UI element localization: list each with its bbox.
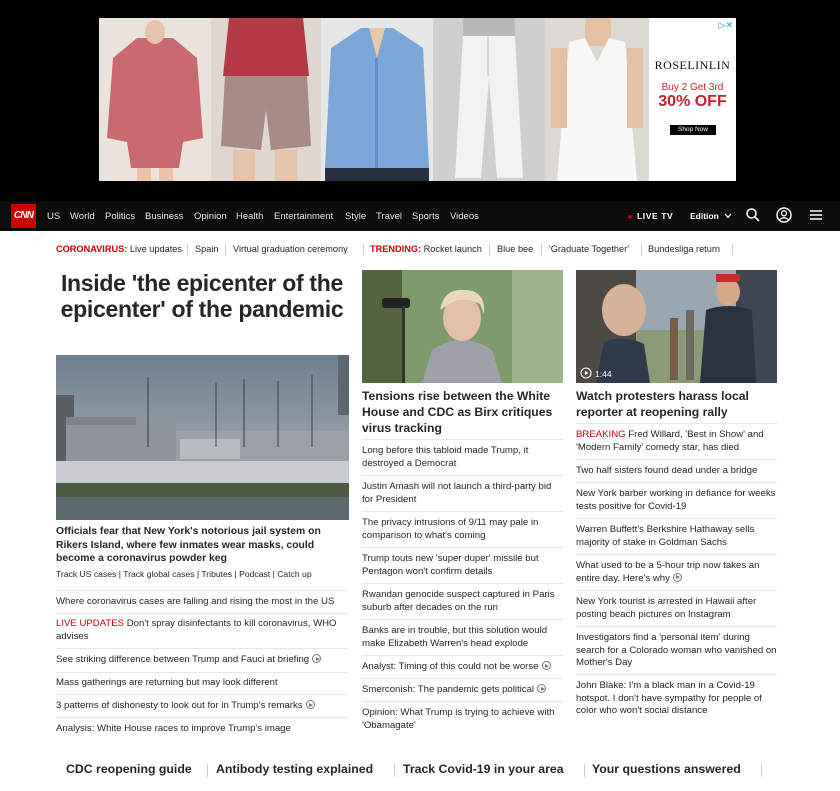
ad-banner[interactable] [99,18,736,181]
trending-separator [187,244,188,255]
row-separator [576,590,777,591]
birx-photo-art [362,270,563,383]
row-separator [362,475,563,476]
search-icon[interactable] [745,207,761,223]
live-tv-link[interactable] [628,211,673,221]
list-item[interactable] [576,680,777,718]
ad-offer-panel[interactable] [649,18,736,181]
ad-offer-text: Buy 2 Get 3rd [661,82,724,93]
row-separator [576,423,777,424]
bottom-separator [207,764,208,777]
list-item-text: See striking difference between Trump and Fauci at briefing [56,654,310,665]
row-separator [362,547,563,548]
list-item[interactable] [56,723,348,736]
row-separator [362,583,563,584]
list-item-text: Two half sisters found dead under a bridge [576,465,758,476]
row-separator [576,518,777,519]
ad-shop-now-button[interactable]: Shop Now [670,125,716,135]
ad-photo-blue-shirt[interactable] [321,18,433,181]
list-item[interactable] [576,524,777,549]
row-separator [56,672,348,673]
row-separator [362,678,563,679]
ad-photo-white-pants-art [433,18,545,181]
edition-selector[interactable] [690,211,732,221]
play-icon [542,661,551,670]
trending-spain[interactable]: Spain [195,244,219,254]
list-item[interactable] [576,429,777,454]
list-item-text: New York barber working in defiance for weeks tests positive for Covid-19 [576,488,776,512]
video-duration: 1:44 [595,369,612,379]
birx-photo[interactable] [362,270,563,383]
row-separator [362,655,563,656]
trending-blue-bee[interactable]: Blue bee [497,244,534,254]
trending-label: TRENDING: [370,244,422,254]
trending-bundesliga[interactable]: Bundesliga return [648,244,721,254]
coronavirus-label: CORONAVIRUS: [56,244,128,254]
chevron-down-icon [724,213,732,219]
list-item-text: Don't spray disinfectants to kill coronavirus, WHO advises [56,618,337,642]
list-item[interactable] [56,700,348,713]
list-item[interactable] [576,560,777,585]
coronavirus-first-link: Live updates [129,244,182,254]
ad-photo-blue-shirt-art [321,18,433,181]
list-item-text: Smerconish: The pandemic gets political [362,684,535,695]
list-item[interactable] [56,596,348,609]
menu-icon[interactable] [808,207,824,223]
list-item-text: Justin Amash will not launch a third-party bid for President [362,481,552,505]
row-separator [576,626,777,627]
lead-photo-art [56,355,349,520]
row-separator [362,439,563,440]
list-item-text: Warren Buffett's Berkshire Hathaway sells majority of stake in Goldman Sachs [576,524,755,548]
ad-choices-icon[interactable]: ▷✕ [718,20,733,30]
live-tv-label: LIVE TV [637,211,674,221]
ad-photo-white-tank[interactable] [545,18,649,181]
row-separator [576,459,777,460]
trending-separator [641,244,642,255]
list-item[interactable] [56,618,348,643]
breaking-label: BREAKING [576,429,626,440]
list-item-text: Analysis: White House races to improve Trump's image [56,723,291,734]
list-item-text: Banks are in trouble, but this solution would make Elizabeth Warren's head explode [362,625,548,649]
bottom-separator [584,764,585,777]
ad-discount: 30% OFF [658,93,727,110]
nav-item-politics[interactable]: Politics [105,211,136,222]
play-icon [306,700,315,709]
nav-item-world[interactable]: World [70,211,95,222]
list-item-text: Mass gatherings are returning but may look different [56,677,278,688]
list-item-text: The privacy intrusions of 9/11 may pale in comparison to what's coming [362,517,539,541]
list-item-text: Investigators find a 'personal item' during search for a Colorado woman who vanished on Mother's Day [576,632,777,668]
row-separator [576,482,777,483]
ad-photo-shorts[interactable] [211,18,321,181]
ad-photo-shorts-art [211,18,321,181]
nav-item-health[interactable]: Health [236,211,264,222]
trending-graduate-together[interactable]: 'Graduate Together' [549,244,629,254]
link-podcast[interactable]: Podcast [239,569,271,579]
lead-quick-links: Track US cases | Track global cases | Tributes | Podcast | Catch up [56,569,312,579]
nav-item-videos[interactable]: Videos [450,211,479,222]
row-separator [362,511,563,512]
trending-separator [541,244,542,255]
edition-label: Edition [690,211,719,221]
row-separator [56,648,348,649]
list-item[interactable] [362,445,557,470]
bottom-link-track-covid[interactable]: Track Covid-19 in your area [403,762,564,776]
account-icon[interactable] [776,207,792,223]
link-track-us-cases[interactable]: Track US cases [56,569,117,579]
list-item-text: 3 patterns of dishonesty to look out for in Trump's remarks [56,700,303,711]
list-item[interactable] [576,596,777,621]
row-separator [362,619,563,620]
lead-photo[interactable] [56,355,349,520]
trending-coronavirus-live-updates[interactable] [56,244,182,254]
trending-separator [363,244,364,255]
trending-separator [489,244,490,255]
list-item-text: What used to be a 5-hour trip now takes an entire day. Here's why [576,560,760,584]
col3-headline[interactable]: Watch protesters harass local reporter at reopening rally [576,389,749,419]
row-separator [56,613,348,614]
list-item[interactable] [576,488,777,513]
bottom-link-your-questions[interactable]: Your questions answered [592,762,741,776]
list-item-text: John Blake: I'm a black man in a Covid-19 hotspot. I don't have sympathy for people of color who won't social distance [576,680,762,716]
trending-rocket-launch[interactable] [370,244,482,254]
nav-item-opinion[interactable]: Opinion [194,211,227,222]
row-separator [576,674,777,675]
ad-photo-white-tank-art [545,18,649,181]
nav-item-sports[interactable]: Sports [412,211,440,222]
row-separator [576,554,777,555]
list-item-text: Analyst: Timing of this could not be worse [362,661,539,672]
list-item-text: Where coronavirus cases are falling and rising the most in the US [56,596,335,607]
list-item[interactable] [362,684,563,697]
live-dot-icon [628,215,632,219]
cnn-logo[interactable]: CNN [11,204,36,228]
play-icon [580,367,592,379]
list-item[interactable] [362,481,563,506]
list-item[interactable] [576,465,777,478]
nav-item-travel[interactable]: Travel [376,211,403,222]
list-item-text: Rwandan genocide suspect captured in Paris suburb after decades on the run [362,589,555,613]
play-icon [312,654,321,663]
list-item[interactable] [362,589,563,614]
trending-separator [225,244,226,255]
trending-separator [732,244,733,255]
row-separator [56,590,348,591]
bottom-separator [394,764,395,777]
list-item[interactable] [362,707,563,732]
nav-item-entertainment[interactable]: Entertainment [274,211,334,222]
list-item[interactable] [56,677,348,690]
trending-virtual-graduation[interactable]: Virtual graduation ceremony [233,244,348,254]
bottom-link-cdc-guide[interactable]: CDC reopening guide [66,762,192,776]
bottom-link-antibody-testing[interactable]: Antibody testing explained [216,762,374,776]
list-item-text: Opinion: What Trump is trying to achieve with 'Obamagate' [362,707,555,731]
list-item-text: New York tourist is arrested in Hawaii after posting beach pictures on Instagram [576,596,757,620]
list-item[interactable] [362,625,563,650]
nav-item-style[interactable]: Style [345,211,367,222]
ad-photo-pink-top-art [99,18,211,181]
ad-photo-pink-top[interactable] [99,18,211,181]
ad-photo-white-pants[interactable] [433,18,545,181]
list-item[interactable] [56,654,348,667]
list-item-text: Trump touts new 'super duper' missile but Pentagon won't confirm details [362,553,539,577]
row-separator [56,717,348,718]
nav-item-business[interactable]: Business [145,211,184,222]
ad-brand: ROSELINLIN [654,58,731,72]
row-separator [362,701,563,702]
list-item[interactable] [362,553,563,578]
list-item-text: Fred Willard, 'Best in Show' and 'Modern Family' comedy star, has died [576,429,764,453]
nav-item-us[interactable]: US [47,211,61,222]
col2-headline[interactable]: Tensions rise between the White House and CDC as Birx critiques virus tracking [362,389,553,435]
link-tributes[interactable]: Tributes [201,569,233,579]
list-item[interactable] [362,661,563,674]
live-updates-label: LIVE UPDATES [56,618,125,629]
play-icon [673,573,682,582]
list-item[interactable] [576,632,777,670]
list-item-text: Long before this tabloid made Trump, it destroyed a Democrat [362,445,529,469]
bottom-separator [761,764,762,777]
link-catch-up[interactable]: Catch up [277,569,312,579]
lead-caption[interactable]: Officials fear that New York's notorious jail system on Rikers Island, where few inmates wear masks, could become a coronavirus powder keg [56,526,321,564]
lead-headline[interactable]: Inside 'the epicenter of the epicenter' of the pandemic [60,270,344,322]
list-item[interactable] [362,517,557,542]
row-separator [56,694,348,695]
play-icon [537,684,546,693]
trending-first-link: Rocket launch [423,244,482,254]
video-badge[interactable] [580,367,612,379]
link-track-global-cases[interactable]: Track global cases [123,569,195,579]
